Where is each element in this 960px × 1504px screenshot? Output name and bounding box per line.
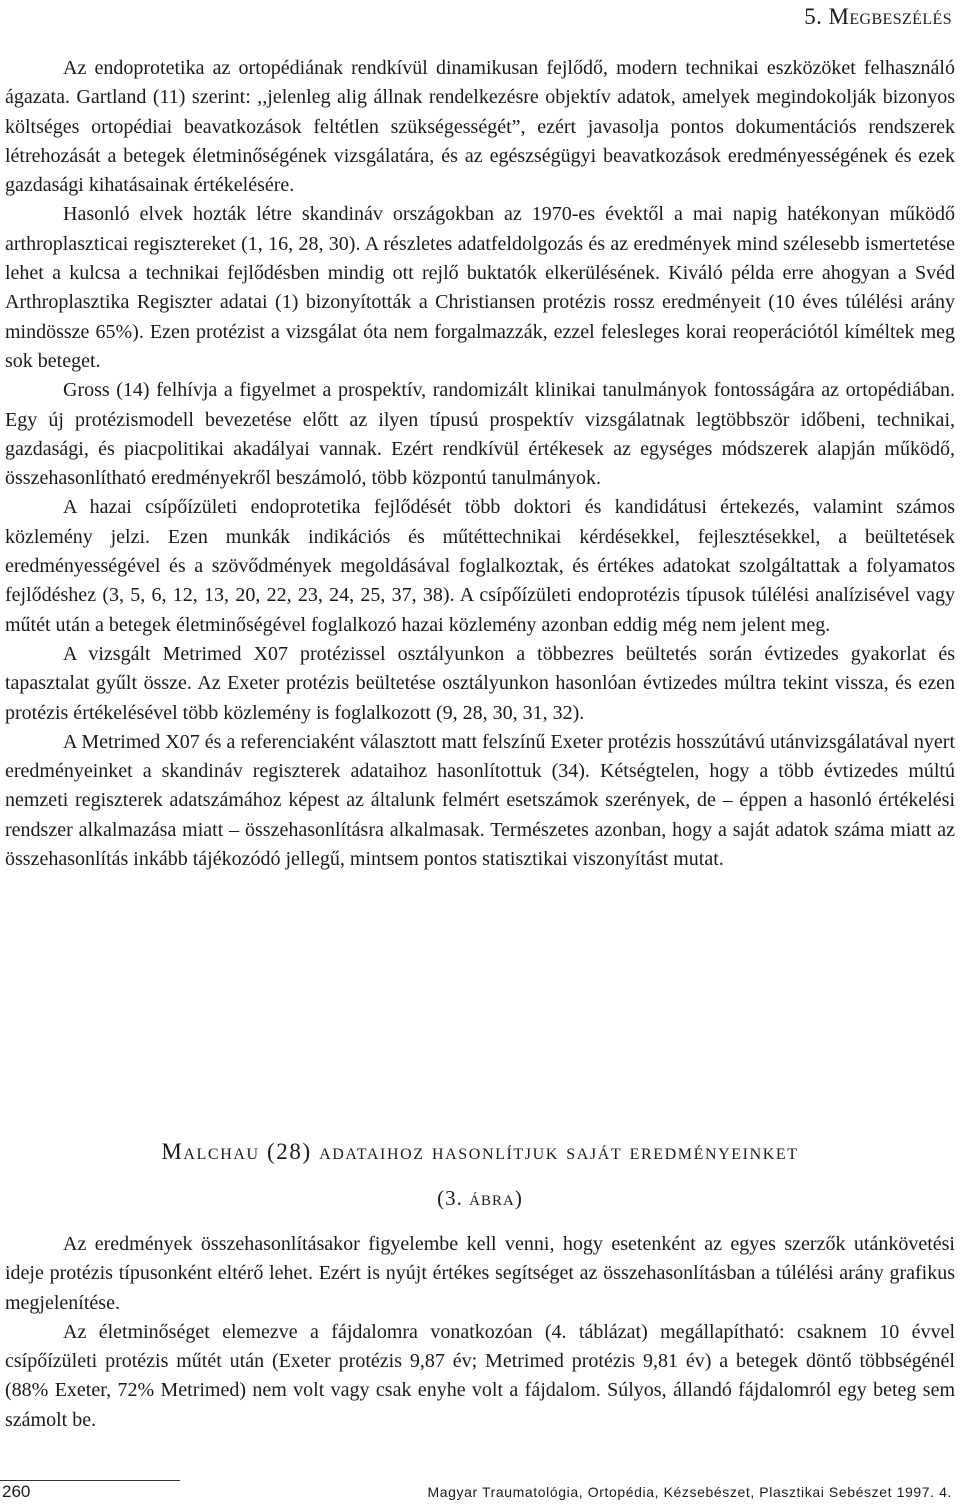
paragraph: A Metrimed X07 és a referenciaként választott matt felszínű Exeter protézis hosszútávú utánvizsgálatával nyert eredményeinket a skandináv regiszterek adataihoz hasonlítottuk (34). Kétségtelen, hogy a több évtizedes múltú nemzeti regiszterek adatszámához képest az általunk felmért esetszámok szerények, de – éppen a hasonló értékelési rendszer alkalmazása miatt – összehasonlításra alkalmasak. Természetes azonban, hogy a saját adatok száma miatt az összehasonlítás inkább tájékozódó jellegű, mintsem pontos statisztikai viszonyítást mutat. <box>5 730 955 871</box>
footer-rule <box>0 1480 180 1481</box>
page-footer <box>0 1482 960 1502</box>
paragraph: Hasonló elvek hozták létre skandináv országokban az 1970-es évektől a mai napig hatékonyan működő arthroplaszticai regisztereket (1, 16, 28, 30). A részletes adatfeldolgozás és az eredmények mind szélesebb ismertetése lehet a kulcsa a technikai fejlődésben mindig ott rejlő buktatók elkerülésének. Kiváló példa erre ahogyan a Svéd Arthroplasztika Regiszter adatai (1) bizonyították a Christiansen protézis rossz eredményeit (10 éves túlélési arány mindösszе 65%). Ezen protézist a vizsgálat óta nem forgalmazzák, ezzel felesleges korai reoperációtól kíméltek meg sok beteget. <box>5 203 955 372</box>
paragraph: Az endoprotetika az ortopédiának rendkívül dinamikusan fejlődő, modern technikai eszközöket felhasználó ágazata. Gartland (11) szerint: ,,jelenleg alig állnak rendelkezésre objektív adatok, amelyek megindokolják bizonyos költséges ortopédiai beavatkozások feltétlen szükségességét”, ezért javasolja pontos dokumentációs rendszerek létrehozását a betegek életminőségének vizsgálatára, és az egészségügyi beavatkozások eredményességének és ezek gazdasági kihatásainak értékelésére. <box>5 57 955 197</box>
paragraph: A hazai csípőízületi endoprotetika fejlődését több doktori és kandidátusi értekezés, valamint számos közlemény jelzi. Ezen munkák indikációs és műtéttechnikai kérdésekkel, fejlesztésekkel, a beültetések eredményességével és a szövődmények megoldásával foglalkoztak, és értékes adatokat szolgáltattak a folyamatos fejlődéshez (3, 5, 6, 12, 13, 20, 22, 23, 24, 25, 37, 38). A csípőízületi endoprotézis típusok túlélési analízisével vagy műtét után a betegek életminőségével foglalkozó hazai közlemény azonban eddig még nem jelent meg. <box>5 496 955 636</box>
paragraph: Az életminőséget elemezve a fájdalomra vonatkozóan (4. táblázat) megállapítható: csaknem 10 évvel csípőízületi protézis műtét után (Exeter protézis 9,87 év; Metrimed protézis 9,81 év) a betegek döntő többségénél (88% Exeter, 72% Metrimed) nem volt vagy csak enyhe volt a fájdalom. Súlyos, állandó fájdalomról egy beteg sem számolt be. <box>5 1320 955 1431</box>
paragraph: A vizsgált Metrimed X07 protézissel osztályunkon a többezres beültetés során évtizedes gyakorlat és tapasztalat gyűlt össze. Az Exeter protézis beültetése osztályunkon hasonlóan évtizedes múltra tekint vissza, és ezen protézis értékelésével több közlemény is foglalkozott (9, 28, 30, 31, 32). <box>5 642 955 724</box>
body-text-2 <box>5 1230 955 1435</box>
page-number: 260 <box>2 1482 31 1501</box>
subsection-heading-figure-ref: (3. ábra) <box>437 1186 523 1210</box>
section-heading: 5. Megbeszélés <box>804 4 952 29</box>
paragraph: Az eredmények összehasonlításakor figyelembe kell venni, hogy esetenként az egyes szerzők utánkövetési ideje protézis típusonként eltérő lehet. Ezért is nyújt értékes segítséget az összehasonlításban a túlélési arány grafikus megjelenítése. <box>5 1233 955 1314</box>
body-text <box>5 54 955 874</box>
subsection-heading <box>5 1137 955 1213</box>
subsection-heading-title: Malchau (28) adataihoz hasonlítjuk saját eredményeinket <box>161 1139 799 1164</box>
paragraph: Gross (14) felhívja a figyelmet a prospektív, randomizált klinikai tanulmányok fontosságára az ortopédiában. Egy új protézismodell bevezetése előtt az ilyen típusú prospektív vizsgálatnak legtöbbször időbeni, technikai, gazdasági, és piacpolitikai akadályai vannak. Ezért rendkívül értékesek az egységes módszerek alapján működő, összehasonlítható eredményekről beszámoló, több központú tanulmányok. <box>5 379 955 490</box>
journal-citation: Magyar Traumatológia, Ortopédia, Kézsebészet, Plasztikai Sebészet 1997. 4. <box>427 1484 952 1500</box>
